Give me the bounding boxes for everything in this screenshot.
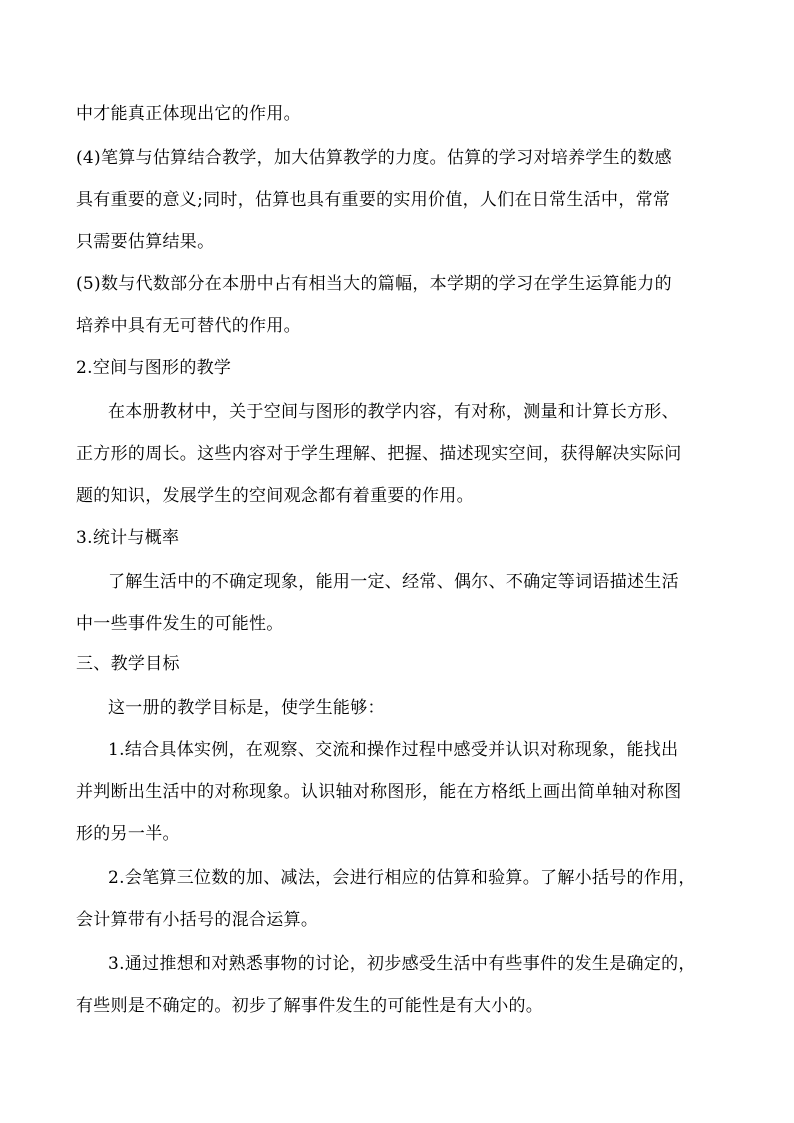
- text-line: 这一册的教学目标是，使学生能够：: [108, 698, 385, 718]
- section-heading: 2.空间与图形的教学: [76, 358, 232, 378]
- text-line: 在本册教材中，关于空间与图形的教学内容，有对称，测量和计算长方形、: [108, 402, 679, 422]
- text-line: 了解生活中的不确定现象，能用一定、经常、偶尔、不确定等词语描述生活: [108, 572, 679, 592]
- text-line: 有些则是不确定的。初步了解事件发生的可能性是有大小的。: [76, 996, 544, 1016]
- text-line: 3.通过推想和对熟悉事物的讨论，初步感受生活中有些事件的发生是确定的，: [108, 954, 696, 974]
- text-line: 只需要估算结果。: [76, 232, 215, 252]
- text-line: 1.结合具体实例，在观察、交流和操作过程中感受并认识对称现象，能找出: [108, 740, 679, 760]
- section-heading: 三、教学目标: [76, 654, 180, 674]
- text-line: 中才能真正体现出它的作用。: [76, 104, 301, 124]
- text-line: 2.会笔算三位数的加、减法，会进行相应的估算和验算。了解小括号的作用，: [108, 868, 696, 888]
- text-line: 培养中具有无可替代的作用。: [76, 316, 301, 336]
- section-heading: 3.统计与概率: [76, 528, 180, 548]
- text-line: 会计算带有小括号的混合运算。: [76, 910, 319, 930]
- text-line: 并判断出生活中的对称现象。认识轴对称图形，能在方格纸上画出简单轴对称图: [76, 782, 682, 802]
- text-line: (5)数与代数部分在本册中占有相当大的篇幅，本学期的学习在学生运算能力的: [76, 274, 672, 294]
- text-line: 正方形的周长。这些内容对于学生理解、把握、描述现实空间，获得解决实际问: [76, 444, 682, 464]
- text-line: 中一些事件发生的可能性。: [76, 614, 284, 634]
- text-line: 题的知识，发展学生的空间观念都有着重要的作用。: [76, 486, 474, 506]
- text-line: 具有重要的意义;同时，估算也具有重要的实用价值，人们在日常生活中，常常: [76, 190, 671, 210]
- text-line: 形的另一半。: [76, 824, 180, 844]
- text-line: (4)笔算与估算结合教学，加大估算教学的力度。估算的学习对培养学生的数感: [76, 148, 672, 168]
